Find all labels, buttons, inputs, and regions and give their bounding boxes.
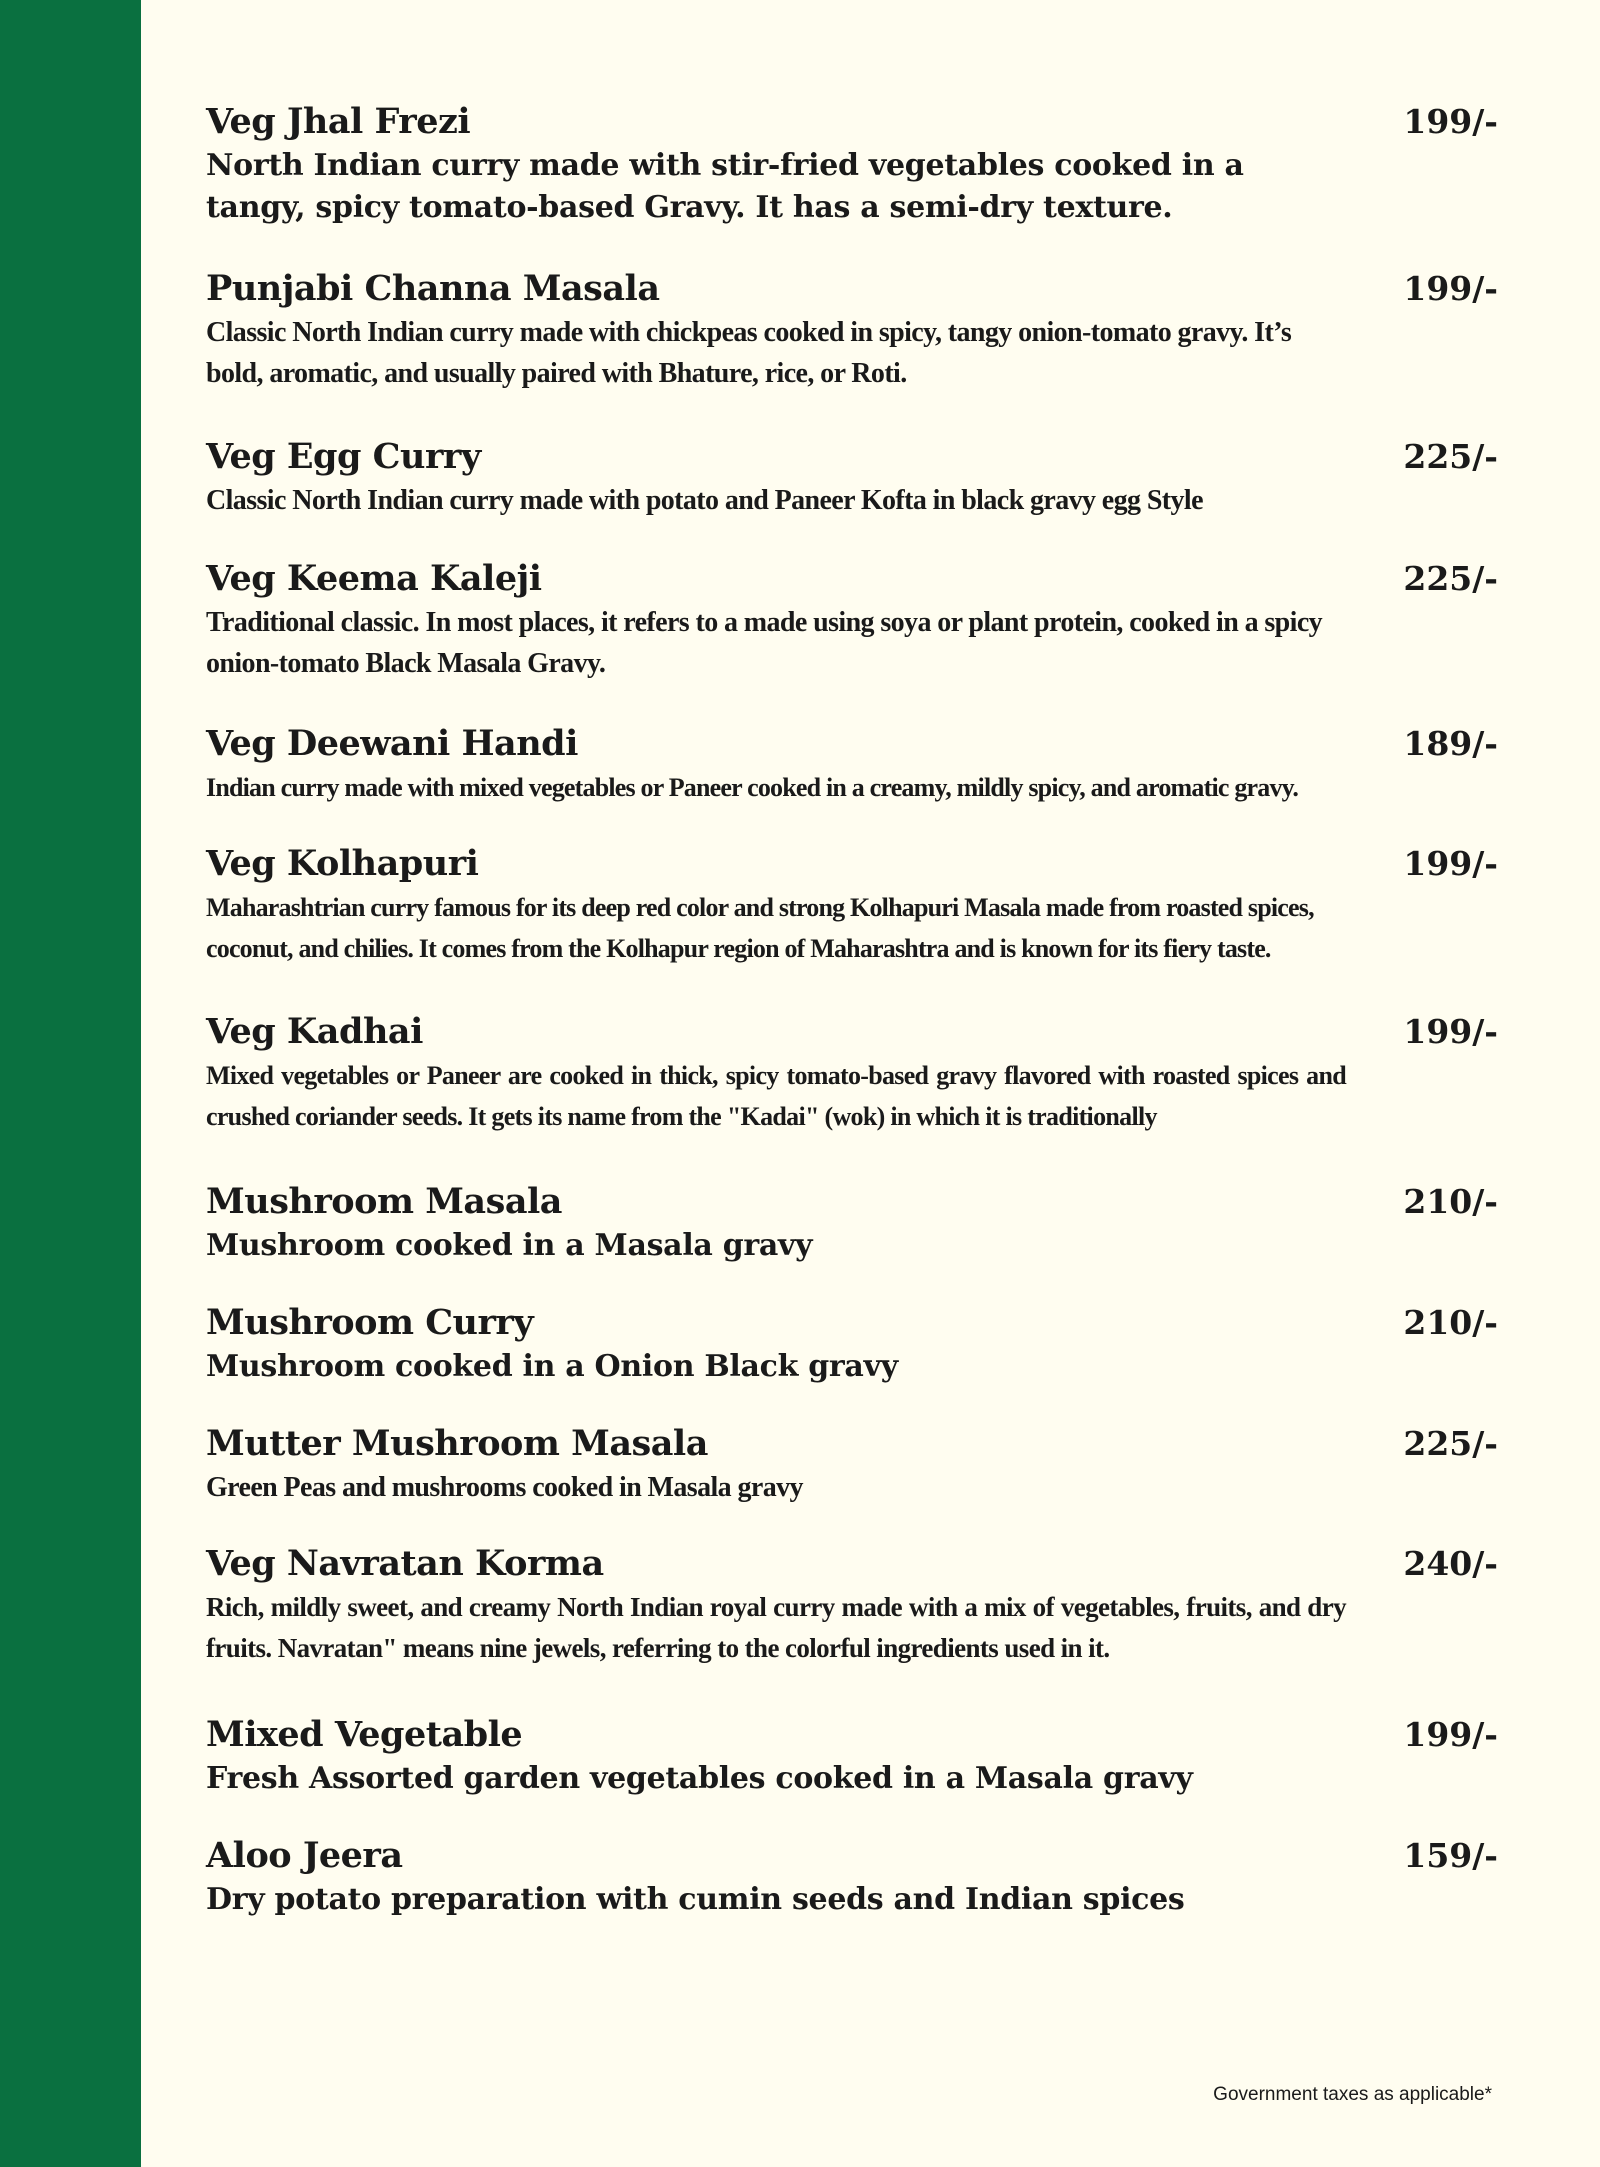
- menu-item: [206, 1835, 1498, 1921]
- menu-item: [206, 1714, 1498, 1800]
- menu-item: [206, 268, 1498, 394]
- item-price: 159/-: [1403, 1836, 1498, 1875]
- item-name: Veg Jhal Frezi: [206, 101, 471, 142]
- item-description: Mushroom cooked in a Masala gravy: [206, 1228, 813, 1263]
- item-name: Veg Navratan Korma: [206, 1543, 604, 1584]
- item-description: Fresh Assorted garden vegetables cooked in a Masala gravy: [206, 1761, 1193, 1796]
- item-description: Dry potato preparation with cumin seeds and Indian spices: [206, 1882, 1185, 1917]
- menu-item: [206, 1011, 1498, 1137]
- menu-item: [206, 843, 1498, 969]
- item-name: Veg Deewani Handi: [206, 723, 578, 764]
- item-name: Punjabi Channa Masala: [206, 268, 660, 309]
- item-price: 199/-: [1403, 1715, 1498, 1754]
- item-price: 210/-: [1403, 1303, 1498, 1342]
- menu-item: [206, 1181, 1498, 1267]
- menu-item: [206, 1302, 1498, 1388]
- item-price: 225/-: [1403, 1424, 1498, 1463]
- item-name: Mushroom Curry: [206, 1302, 534, 1343]
- item-name: Veg Kolhapuri: [206, 843, 479, 884]
- menu-item: [206, 436, 1498, 521]
- item-name: Mushroom Masala: [206, 1181, 562, 1222]
- item-price: 199/-: [1403, 844, 1498, 883]
- tax-footnote: Government taxes as applicable*: [1213, 2084, 1492, 2105]
- item-description: Classic North Indian curry made with chickpeas cooked in spicy, tangy onion-tomato gravy. It’s bold, aromatic, and usually paired with Bhature, rice, or Roti.: [206, 317, 1292, 389]
- item-description: North Indian curry made with stir-fried vegetables cooked in a tangy, spicy tomato-based Gravy. It has a semi-dry texture.: [206, 148, 1244, 225]
- item-price: 189/-: [1403, 724, 1498, 763]
- item-name: Aloo Jeera: [206, 1835, 403, 1876]
- menu-item: [206, 558, 1498, 684]
- item-description: Maharashtrian curry famous for its deep red color and strong Kolhapuri Masala made from roasted spices, coconut, and chilies. It comes from the Kolhapur region of Maharashtra and is known for its fiery taste.: [206, 893, 1314, 963]
- item-description: Classic North Indian curry made with potato and Paneer Kofta in black gravy egg Style: [206, 485, 1203, 516]
- item-name: Veg Egg Curry: [206, 436, 481, 477]
- menu-item: [206, 101, 1498, 229]
- item-price: 240/-: [1403, 1544, 1498, 1583]
- item-name: Mixed Vegetable: [206, 1714, 523, 1755]
- item-price: 210/-: [1403, 1182, 1498, 1221]
- menu-item: [206, 723, 1498, 808]
- menu-item: [206, 1423, 1498, 1508]
- item-price: 225/-: [1403, 559, 1498, 598]
- item-name: Mutter Mushroom Masala: [206, 1423, 708, 1464]
- item-name: Veg Kadhai: [206, 1011, 423, 1052]
- item-price: 199/-: [1403, 269, 1498, 308]
- item-name: Veg Keema Kaleji: [206, 558, 542, 599]
- item-description: Mushroom cooked in a Onion Black gravy: [206, 1349, 898, 1384]
- item-description: Indian curry made with mixed vegetables or Paneer cooked in a creamy, mildly spicy, and aromatic gravy.: [206, 773, 1299, 802]
- item-description: Rich, mildly sweet, and creamy North Indian royal curry made with a mix of vegetables, fruits, and dry fruits. Navratan" means nine jewels, referring to the colorful ingredients used in it.: [206, 1592, 1346, 1663]
- item-description: Mixed vegetables or Paneer are cooked in thick, spicy tomato-based gravy flavored with roasted spices and crushed coriander seeds. It gets its name from the "Kadai" (wok) in which it is traditionally: [206, 1061, 1346, 1131]
- item-description: Green Peas and mushrooms cooked in Masala gravy: [206, 1472, 803, 1503]
- item-description: Traditional classic. In most places, it refers to a made using soya or plant protein, cooked in a spicy onion-tomato Black Masala Gravy.: [206, 607, 1323, 679]
- menu-item: [206, 1543, 1498, 1669]
- item-price: 199/-: [1403, 102, 1498, 141]
- item-price: 199/-: [1403, 1012, 1498, 1051]
- item-price: 225/-: [1403, 437, 1498, 476]
